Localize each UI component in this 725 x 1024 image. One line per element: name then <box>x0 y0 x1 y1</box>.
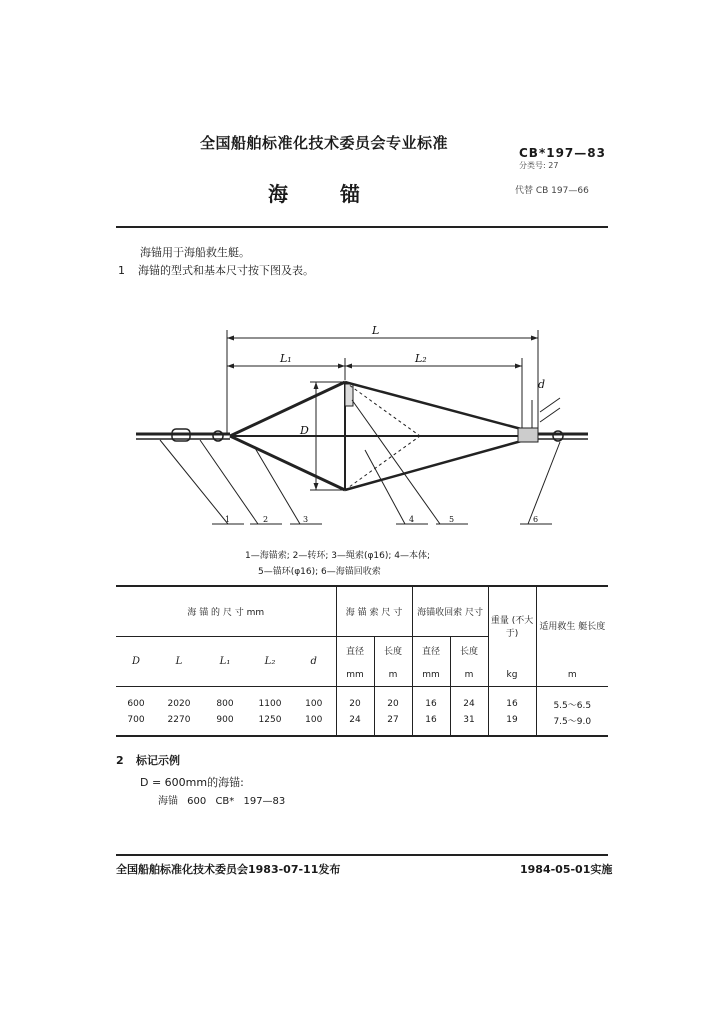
arrow-L1-left <box>227 364 234 369</box>
callout-1: 1 <box>225 515 231 524</box>
col-D: D <box>116 636 156 686</box>
col-L: L <box>156 636 202 686</box>
section-2-number: 2 <box>116 754 124 767</box>
header-weight: 重量 (不大于) <box>488 586 536 664</box>
arrow-L2-left <box>345 364 352 369</box>
arrow-D-bottom <box>314 483 319 490</box>
cell-D: 600 <box>127 699 145 709</box>
marking-example-line: D = 600mm的海锚: <box>140 776 244 789</box>
unit-boat-length: m <box>536 664 608 686</box>
cell-d: 100 <box>305 715 323 725</box>
cell-rope-dia: 24 <box>336 712 374 728</box>
arrow-L-left <box>227 336 234 341</box>
callout-2: 2 <box>263 515 269 524</box>
footer-rule <box>116 854 608 856</box>
dimensions-table <box>116 585 608 737</box>
section-2-heading <box>116 752 180 768</box>
arrow-L-right <box>531 336 538 341</box>
drawing-legend-line-2: 5—锚环(φ16); 6—海锚回收索 <box>258 567 381 577</box>
effective-date: 1984-05-01实施 <box>520 863 613 876</box>
unit-rope-len: m <box>374 664 412 686</box>
unit-retrieve-len: m <box>450 664 488 686</box>
dim-label-L1: L₁ <box>280 352 292 365</box>
callout-3: 3 <box>303 515 309 524</box>
cell-boat-length: 5.5～6.5 <box>536 696 608 712</box>
cone-body-upper <box>345 382 525 430</box>
cone-body-lower <box>345 440 525 490</box>
cell-d: 100 <box>305 699 323 709</box>
arrow-L2-right <box>515 364 522 369</box>
unit-rope-dia: mm <box>336 664 374 686</box>
bridle-rope-lower <box>230 436 345 490</box>
dim-label-d: d <box>538 378 546 391</box>
replaces-standard: 代替 CB 197—66 <box>515 186 589 196</box>
col-L1: L₁ <box>202 636 248 686</box>
header-rule <box>116 226 608 228</box>
header-boat-length: 适用救生 艇长度 <box>536 586 608 664</box>
section-2-title: 标记示例 <box>136 754 180 767</box>
dim-label-L2: L₂ <box>415 352 427 365</box>
cell-retrieve-dia: 16 <box>412 696 450 712</box>
section-1-text: 海锚的型式和基本尺寸按下图及表。 <box>138 264 314 277</box>
dim-label-L: L <box>372 324 380 337</box>
col-rope-len: 长度 <box>374 636 412 664</box>
cell-L1: 800 <box>216 699 234 709</box>
issued-date: 全国船舶标准化技术委员会1983-07-11发布 <box>116 863 341 876</box>
callout-6: 6 <box>533 515 539 524</box>
cell-D: 700 <box>127 715 145 725</box>
classification-number: 分类号: 27 <box>519 161 559 170</box>
marking-example-code: 海锚 600 CB* 197—83 <box>158 796 286 807</box>
unit-weight: kg <box>488 664 536 686</box>
standard-code: CB*197—83 <box>519 146 606 160</box>
cell-boat-length: 7.5～9.0 <box>536 712 608 728</box>
section-1-number: 1 <box>118 264 125 277</box>
header-retrieval-rope: 海锚收回索 尺寸 <box>412 586 488 636</box>
cell-L: 2270 <box>167 715 191 725</box>
cell-weight: 16 <box>488 696 536 712</box>
document-title: 海锚 <box>268 182 412 206</box>
cell-retrieve-dia: 16 <box>412 712 450 728</box>
org-title: 全国船舶标准化技术委员会专业标准 <box>200 134 449 152</box>
sea-anchor-drawing <box>120 300 600 540</box>
cell-L2: 1250 <box>258 715 282 725</box>
cell-retrieve-len: 31 <box>450 712 488 728</box>
leader-1 <box>160 440 231 524</box>
col-d: d <box>292 636 336 686</box>
table-row <box>116 712 608 728</box>
table-row <box>116 696 608 712</box>
apex-fitting <box>518 428 538 442</box>
col-rope-dia: 直径 <box>336 636 374 664</box>
section-1-paragraph <box>118 262 314 278</box>
cell-rope-len: 27 <box>374 712 412 728</box>
cell-rope-dia: 20 <box>336 696 374 712</box>
cell-rope-len: 20 <box>374 696 412 712</box>
callout-5: 5 <box>449 515 455 524</box>
intro-paragraph: 海锚用于海船救生艇。 <box>140 246 250 259</box>
leader-2 <box>200 440 258 524</box>
cell-L2: 1100 <box>258 699 282 709</box>
col-retrieve-dia: 直径 <box>412 636 450 664</box>
cell-L: 2020 <box>167 699 191 709</box>
cell-L1: 900 <box>216 715 234 725</box>
cell-weight: 19 <box>488 712 536 728</box>
dim-label-D: D <box>300 424 309 437</box>
bridle-rope-upper <box>230 382 345 436</box>
col-retrieve-len: 长度 <box>450 636 488 664</box>
arrow-D-top <box>314 382 319 389</box>
leader-6 <box>528 442 560 524</box>
header-rope: 海 锚 索 尺 寸 <box>336 586 412 636</box>
header-dims: 海 锚 的 尺 寸 mm <box>116 586 336 636</box>
col-L2: L₂ <box>248 636 292 686</box>
drawing-legend-line-1: 1—海锚索; 2—转环; 3—绳索(φ16); 4—本体; <box>245 551 431 561</box>
callout-4: 4 <box>409 515 415 524</box>
unit-retrieve-dia: mm <box>412 664 450 686</box>
cell-retrieve-len: 24 <box>450 696 488 712</box>
cone-hidden-line-upper <box>345 382 420 436</box>
arrow-L1-right <box>338 364 345 369</box>
